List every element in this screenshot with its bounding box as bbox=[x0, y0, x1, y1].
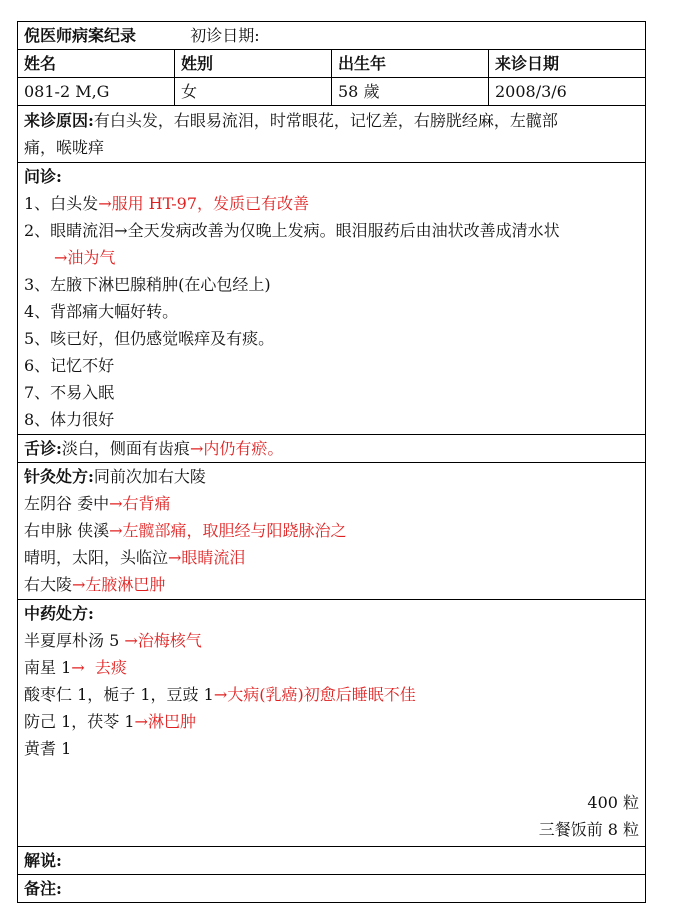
inquiry-item: 2、眼睛流泪→全天发病改善为仅晚上发病。眼泪服药后由油状改善成清水状 bbox=[24, 221, 560, 240]
tongue-label: 舌诊: bbox=[24, 439, 62, 458]
acupuncture-row bbox=[18, 463, 646, 600]
acupuncture-line bbox=[24, 517, 639, 544]
acupuncture-note: 左腋淋巴肿 bbox=[85, 575, 166, 594]
reason-text-2: 痛，喉咙痒 bbox=[24, 138, 105, 157]
reason-row bbox=[18, 106, 646, 163]
inquiry-item: 7、不易入眠 bbox=[24, 383, 115, 402]
acupuncture-note: 眼睛流泪 bbox=[181, 548, 246, 567]
explanation-label: 解说: bbox=[18, 847, 646, 875]
visit-date-header: 来诊日期 bbox=[489, 50, 646, 78]
text-segment: 防己 1，茯苓 1 bbox=[24, 712, 135, 731]
herbal-line bbox=[24, 627, 639, 654]
info-value-row bbox=[18, 78, 646, 106]
herbal-note: 去痰 bbox=[84, 658, 127, 677]
arrow-icon: → bbox=[54, 248, 68, 267]
text-segment: 1、白头发 bbox=[24, 194, 99, 213]
text-segment: 晴明，太阳，头临泣 bbox=[24, 548, 169, 567]
inquiry-item: 8、体力很好 bbox=[24, 410, 115, 429]
inquiry-item: 5、咳已好，但仍感觉喉痒及有痰。 bbox=[24, 329, 275, 348]
info-header-row bbox=[18, 50, 646, 78]
herbal-spacer bbox=[24, 762, 639, 789]
text-segment: 半夏厚朴汤 5 bbox=[24, 631, 125, 650]
acupuncture-label: 针灸处方: bbox=[24, 467, 94, 486]
name-header: 姓名 bbox=[18, 50, 175, 78]
first-visit-label: 初诊日期: bbox=[190, 26, 260, 45]
herbal-note: 淋巴肿 bbox=[147, 712, 196, 731]
acupuncture-line bbox=[24, 571, 639, 598]
inquiry-row bbox=[18, 163, 646, 435]
arrow-icon: → bbox=[98, 194, 112, 213]
tongue-cell bbox=[18, 435, 646, 463]
acupuncture-note: 左髋部痛，取胆经与阳跷脉治之 bbox=[122, 521, 347, 540]
reason-cell bbox=[18, 106, 646, 163]
explanation-row bbox=[18, 847, 646, 875]
tongue-note: 内仍有瘀。 bbox=[203, 439, 284, 458]
tongue-text: 淡白，侧面有齿痕 bbox=[61, 439, 190, 458]
patient-sex: 女 bbox=[175, 78, 332, 106]
birth-header: 出生年 bbox=[332, 50, 489, 78]
inquiry-item bbox=[24, 190, 639, 217]
arrow-icon: → bbox=[109, 521, 123, 540]
tongue-row bbox=[18, 435, 646, 463]
inquiry-label: 问诊: bbox=[24, 167, 62, 186]
reason-label: 来诊原因: bbox=[24, 111, 94, 130]
herbal-note: 治梅核气 bbox=[137, 631, 202, 650]
herbal-note: 大病(乳癌)初愈后睡眠不佳 bbox=[227, 685, 416, 704]
inquiry-item: 3、左腋下淋巴腺稍肿(在心包经上) bbox=[24, 275, 271, 294]
herbal-dosage: 三餐饭前 8 粒 bbox=[538, 820, 640, 839]
arrow-icon: → bbox=[189, 439, 204, 458]
reason-text: 有白头发，右眼易流泪，时常眼花，记忆差，右膀胱经麻，左髋部 bbox=[93, 111, 558, 130]
inquiry-note: 服用 HT-97，发质已有改善 bbox=[111, 194, 310, 213]
arrow-icon: → bbox=[124, 631, 138, 650]
title-cell bbox=[18, 22, 646, 50]
acupuncture-cell bbox=[18, 463, 646, 600]
sex-header: 姓别 bbox=[175, 50, 332, 78]
arrow-icon: → bbox=[168, 548, 182, 567]
acupuncture-line bbox=[24, 490, 639, 517]
inquiry-item-cont bbox=[24, 244, 639, 271]
patient-age: 58 歲 bbox=[332, 78, 489, 106]
arrow-icon: → bbox=[134, 712, 148, 731]
herbal-label: 中药处方: bbox=[24, 604, 94, 623]
arrow-icon: → bbox=[109, 494, 123, 513]
inquiry-cell bbox=[18, 163, 646, 435]
acupuncture-text: 同前次加右大陵 bbox=[93, 467, 206, 486]
herbal-line: 黄耆 1 bbox=[24, 739, 72, 758]
text-segment: 右申脉 侠溪 bbox=[24, 521, 110, 540]
visit-date: 2008/3/6 bbox=[489, 78, 646, 106]
herbal-line bbox=[24, 681, 639, 708]
herbal-cell bbox=[18, 600, 646, 847]
acupuncture-note: 右背痛 bbox=[122, 494, 171, 513]
inquiry-item: 6、记忆不好 bbox=[24, 356, 115, 375]
reason-line-1 bbox=[24, 107, 639, 134]
inquiry-note: 油为气 bbox=[67, 248, 116, 267]
herbal-line bbox=[24, 708, 639, 735]
text-segment: 酸枣仁 1，栀子 1，豆豉 1 bbox=[24, 685, 214, 704]
text-segment: 右大陵 bbox=[24, 575, 73, 594]
title-row bbox=[18, 22, 646, 50]
arrow-icon: → bbox=[72, 575, 86, 594]
record-title: 倪医师病案纪录 bbox=[24, 26, 137, 45]
arrow-icon: → bbox=[71, 658, 85, 677]
remarks-row bbox=[18, 875, 646, 903]
acupuncture-line bbox=[24, 544, 639, 571]
inquiry-item: 4、背部痛大幅好转。 bbox=[24, 302, 179, 321]
herbal-row bbox=[18, 600, 646, 847]
remarks-label: 备注: bbox=[18, 875, 646, 903]
text-segment: 左阴谷 委中 bbox=[24, 494, 110, 513]
herbal-line bbox=[24, 654, 639, 681]
herbal-total: 400 粒 bbox=[587, 793, 640, 812]
patient-id: 081-2 M,G bbox=[18, 78, 175, 106]
text-segment: 南星 1 bbox=[24, 658, 72, 677]
arrow-icon: → bbox=[213, 685, 228, 704]
case-record-table bbox=[17, 21, 646, 903]
